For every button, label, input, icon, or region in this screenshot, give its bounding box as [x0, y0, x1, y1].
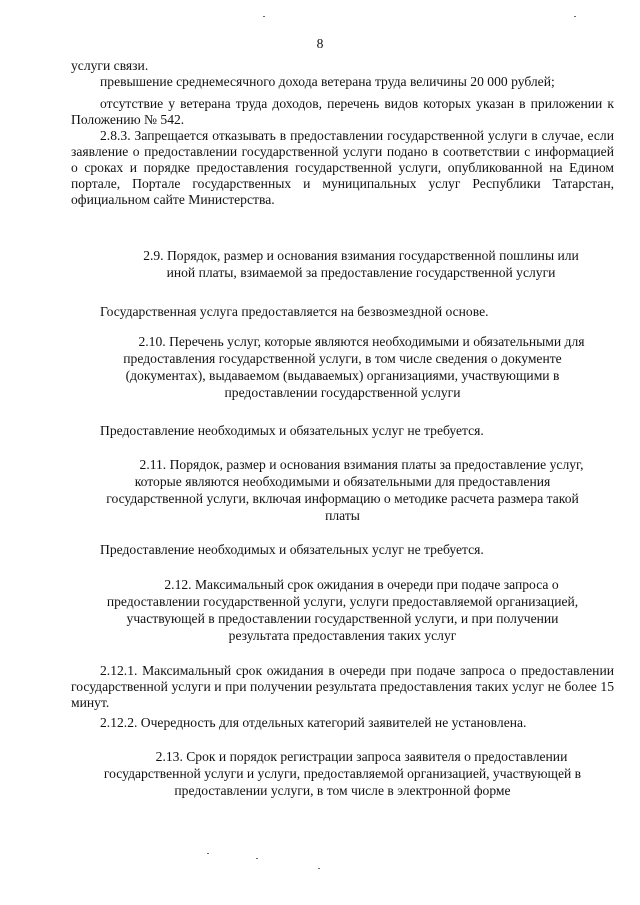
scan-speck	[207, 853, 209, 854]
paragraph-2-8-3: 2.8.3. Запрещается отказывать в предоставлении государственной услуги в случае, если заявление о предоставлении государственной услуги подано в соответствии с информацией о сроках и порядке предоставления государственной услуги, опубликованной на Едином портале, Портале государственных и муниципальных услуг Республики Татарстан, официальном сайте Министерства.	[71, 128, 614, 207]
heading-2-10-line: предоставления государственной услуги, в том числе сведения о документе	[123, 351, 562, 366]
heading-2-10-line: предоставлении государственной услуги	[224, 385, 461, 400]
paragraph-tail: услуги связи.	[71, 58, 149, 73]
heading-2-9-line: 2.9. Порядок, размер и основания взимания государственной пошлины или	[143, 248, 579, 263]
scan-speck	[256, 858, 258, 859]
heading-2-9	[71, 248, 614, 284]
heading-2-12	[71, 577, 614, 645]
heading-2-11-line: государственной услуги, включая информацию о методике расчета размера такой	[106, 491, 579, 506]
paragraph-income-excess: превышение среднемесячного дохода ветерана труда величины 20 000 рублей;	[100, 74, 555, 89]
page-number: 8	[316, 36, 324, 51]
heading-2-11-line: 2.11. Порядок, размер и основания взимания платы за предоставление услуг,	[139, 457, 584, 472]
heading-2-11	[71, 457, 614, 525]
heading-2-9-line: иной платы, взимаемой за предоставление государственной услуги	[166, 265, 556, 280]
heading-2-10	[71, 334, 614, 402]
text-2-12-1: 2.12.1. Максимальный срок ожидания в очереди при подаче запроса о предоставлении государственной услуги и при получении результата предоставления таких услуг не более 15 минут.	[71, 663, 614, 710]
heading-2-12-line: предоставлении государственной услуги, услуги предоставляемой организацией,	[106, 594, 579, 609]
paragraph-no-income: отсутствие у ветерана труда доходов, перечень видов которых указан в приложении к Положению № 542.	[71, 96, 614, 127]
heading-2-10-line: 2.10. Перечень услуг, которые являются необходимыми и обязательными для	[138, 334, 585, 349]
text-2-11: Предоставление необходимых и обязательных услуг не требуется.	[100, 542, 484, 557]
heading-2-13-line: государственной услуги и услуги, предоставляемой организацией, участвующей в	[103, 766, 582, 781]
heading-2-11-line: которые являются необходимыми и обязательными для предоставления	[134, 474, 551, 489]
scan-speck	[263, 16, 265, 17]
heading-2-12-line: участвующей в предоставлении государственной услуги, и при получении	[126, 611, 559, 626]
heading-2-13	[71, 749, 614, 801]
scan-speck	[574, 16, 576, 17]
text-2-9: Государственная услуга предоставляется на безвозмездной основе.	[100, 304, 489, 319]
heading-2-11-line: платы	[325, 508, 360, 523]
heading-2-10-line: (документах), выдаваемом (выдаваемых) организациями, участвующими в	[125, 368, 560, 383]
text-2-12-2: 2.12.2. Очередность для отдельных категорий заявителей не установлена.	[100, 715, 527, 730]
scan-speck	[318, 868, 320, 869]
text-2-10: Предоставление необходимых и обязательных услуг не требуется.	[100, 423, 484, 438]
heading-2-13-line: 2.13. Срок и порядок регистрации запроса заявителя о предоставлении	[155, 749, 568, 764]
heading-2-12-line: 2.12. Максимальный срок ожидания в очереди при подаче запроса о	[164, 577, 559, 592]
heading-2-13-line: предоставлении услуги, в том числе в электронной форме	[174, 783, 511, 798]
heading-2-12-line: результата предоставления таких услуг	[228, 628, 457, 643]
